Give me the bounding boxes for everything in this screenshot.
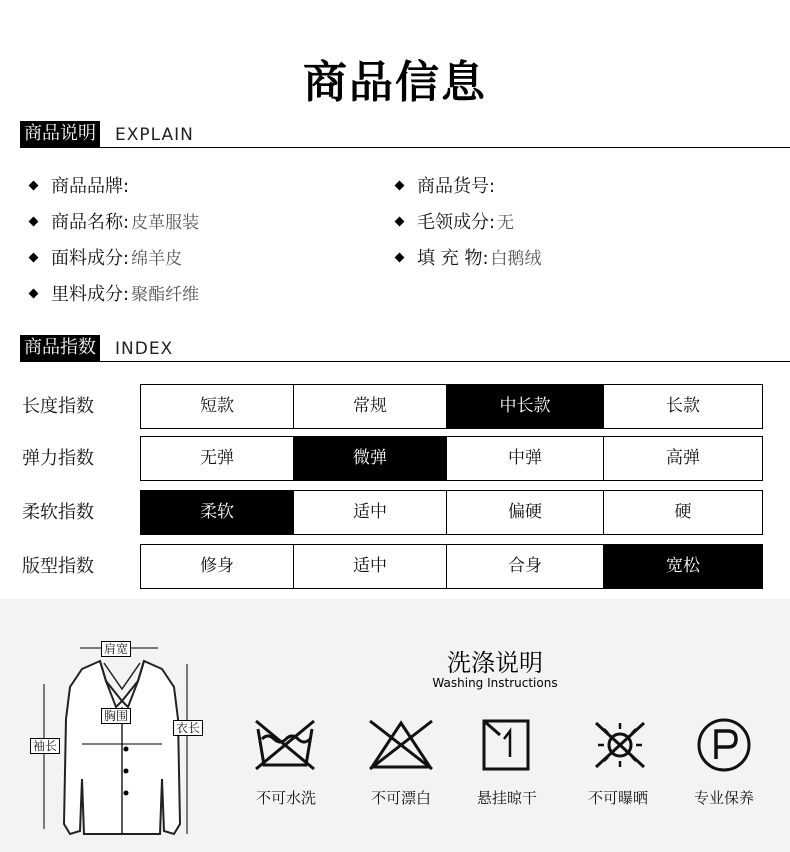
index-option: 修身	[141, 545, 294, 588]
index-option: 高弹	[666, 448, 700, 468]
info-label: 里料成分:	[51, 284, 130, 305]
info-label: 商品品牌:	[51, 176, 130, 197]
index-row	[0, 544, 790, 589]
index-option: 适中	[294, 545, 447, 588]
chest-tag: 胸围	[101, 708, 131, 724]
professional-care-icon	[696, 717, 752, 773]
sleeve-tag: 袖长	[30, 738, 60, 754]
info-label: 填 充 物:	[417, 248, 489, 269]
washing-subtitle: Washing Instructions	[432, 676, 558, 690]
index-option: 常规	[294, 385, 447, 428]
explain-tag: 商品说明	[20, 121, 100, 147]
index-row-label: 柔软指数	[22, 502, 94, 523]
index-option: 偏硬	[447, 491, 604, 534]
care-label-no-bleach: 不可漂白	[370, 789, 431, 807]
index-row-label: 长度指数	[22, 396, 94, 417]
info-value: 无	[497, 213, 515, 233]
info-item-fabric	[30, 244, 182, 270]
washing-title: 洗涤说明	[447, 649, 543, 677]
explain-en-label: EXPLAIN	[115, 125, 194, 145]
care-label-hang-dry: 悬挂晾干	[476, 789, 537, 807]
index-scale	[140, 384, 763, 429]
jacket-diagram-icon	[20, 629, 210, 844]
explain-header	[20, 121, 790, 148]
index-scale	[140, 544, 763, 589]
no-wash-icon	[252, 717, 318, 773]
info-value: 白鹅绒	[490, 249, 542, 269]
index-option-selected: 宽松	[604, 545, 762, 588]
index-option: 无弹	[141, 437, 294, 480]
info-item-name	[30, 208, 199, 234]
index-row	[0, 384, 790, 429]
page-title: 商品信息	[303, 57, 487, 108]
index-option-selected: 中长款	[447, 385, 604, 428]
info-item-sku	[396, 172, 497, 198]
bullet-icon	[29, 252, 39, 262]
bullet-icon	[29, 288, 39, 298]
index-scale	[140, 490, 763, 535]
index-row-label: 版型指数	[22, 556, 94, 577]
index-row	[0, 490, 790, 535]
index-option-selected: 微弹	[294, 437, 447, 480]
index-option-selected: 柔软	[141, 491, 294, 534]
info-label: 面料成分:	[51, 248, 130, 269]
index-option: 合身	[447, 545, 604, 588]
care-panel	[0, 599, 790, 852]
care-label-no-wash: 不可水洗	[255, 789, 316, 807]
bullet-icon	[395, 180, 405, 190]
index-en-label: INDEX	[115, 339, 174, 359]
bullet-icon	[395, 216, 405, 226]
index-row	[0, 436, 790, 481]
info-label: 商品名称:	[51, 212, 130, 233]
info-value: 聚酯纤维	[131, 285, 200, 305]
care-label-no-sun: 不可曝晒	[587, 789, 648, 807]
bullet-icon	[395, 252, 405, 262]
hang-dry-shade-icon	[480, 717, 532, 773]
info-item-collar	[396, 208, 514, 234]
care-label-professional: 专业保养	[693, 789, 754, 807]
index-option: 长款	[666, 396, 700, 416]
no-sun-dry-icon	[590, 717, 650, 773]
info-label: 毛领成分:	[417, 212, 496, 233]
index-option: 硬	[674, 502, 692, 522]
bullet-icon	[29, 180, 39, 190]
index-scale	[140, 436, 763, 481]
info-label: 商品货号:	[417, 176, 496, 197]
index-header	[20, 335, 790, 362]
info-value: 绵羊皮	[131, 249, 183, 269]
index-row-label: 弹力指数	[22, 448, 94, 469]
info-item-brand	[30, 172, 131, 198]
index-option: 短款	[141, 385, 294, 428]
shoulder-tag: 肩宽	[101, 641, 131, 657]
info-value: 皮革服装	[131, 213, 200, 233]
info-item-lining	[30, 280, 199, 306]
info-item-filling	[396, 244, 542, 270]
index-option: 适中	[294, 491, 447, 534]
length-tag: 衣长	[173, 720, 203, 736]
index-tag: 商品指数	[20, 335, 100, 361]
no-bleach-icon	[366, 717, 436, 773]
bullet-icon	[29, 216, 39, 226]
index-option: 中弹	[447, 437, 604, 480]
